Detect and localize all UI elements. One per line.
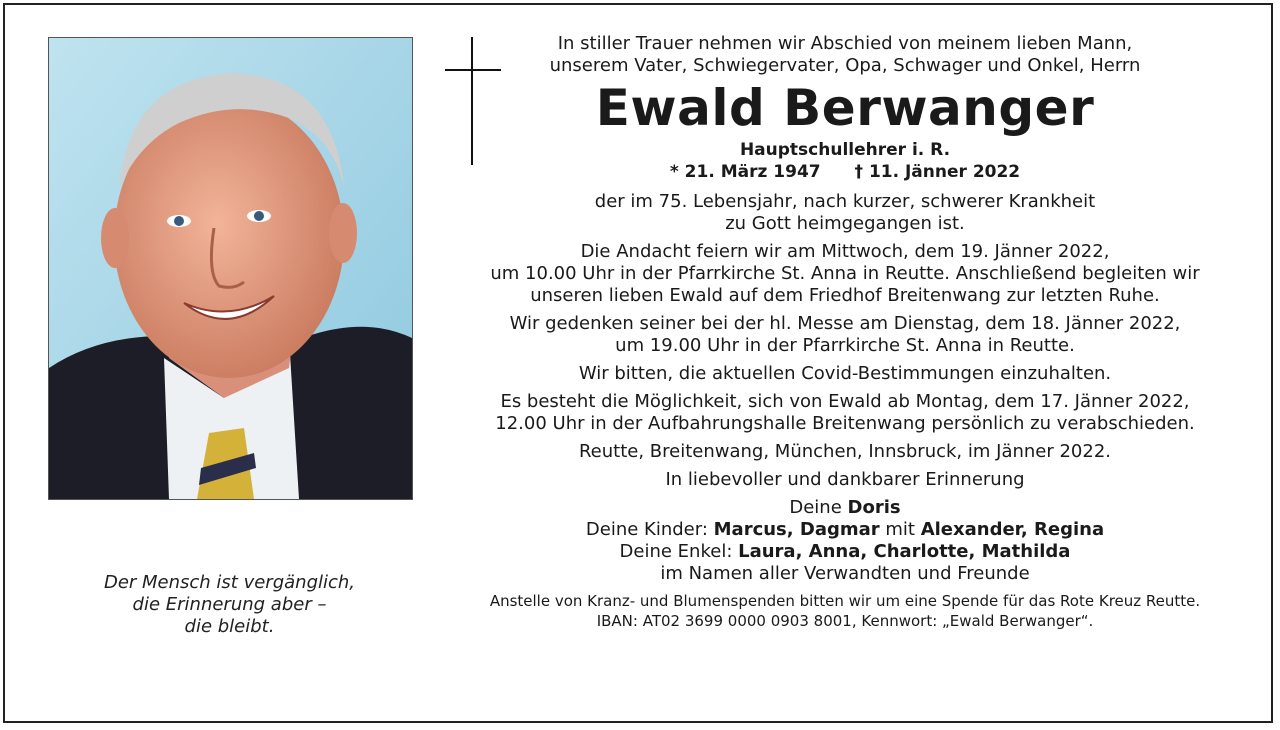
family-wife: [445, 497, 1245, 519]
andacht-line: unseren lieben Ewald auf dem Friedhof Breitenwang zur letzten Ruhe.: [530, 285, 1160, 306]
kids-with: mit: [885, 519, 915, 540]
passing-line: der im 75. Lebensjahr, nach kurzer, schwerer Krankheit: [594, 191, 1096, 212]
motto-line: die Erinnerung aber –: [132, 594, 327, 615]
covid-line: Wir bitten, die aktuellen Covid-Bestimmungen einzuhalten.: [578, 363, 1112, 384]
abschied-line: 12.00 Uhr in der Aufbahrungshalle Breitenwang persönlich zu verabschieden.: [495, 413, 1195, 434]
wife-prefix: Deine: [789, 497, 842, 518]
wife-name: Doris: [847, 497, 901, 518]
portrait-photo: [48, 37, 413, 500]
messe-line: Wir gedenken seiner bei der hl. Messe am Dienstag, dem 18. Jänner 2022,: [509, 313, 1181, 334]
family-kids: [445, 519, 1245, 541]
iban-line: IBAN: AT02 3699 0000 0903 8001, Kennwort: „Ewald Berwanger“.: [596, 612, 1094, 630]
obituary-text: [445, 33, 1245, 631]
family-grandchildren: [445, 541, 1245, 563]
abschied-line: Es besteht die Möglichkeit, sich von Ewald ab Montag, dem 17. Jänner 2022,: [500, 391, 1190, 412]
grand-names: Laura, Anna, Charlotte, Mathilda: [738, 541, 1071, 562]
intro-line: unserem Vater, Schwiegervater, Opa, Schwager und Onkel, Herrn: [549, 55, 1141, 76]
life-dates: [445, 161, 1245, 183]
andacht-line: um 10.00 Uhr in der Pfarrkirche St. Anna in Reutte. Anschließend begleiten wir: [490, 263, 1200, 284]
intro-line: In stiller Trauer nehmen wir Abschied von meinem lieben Mann,: [557, 33, 1133, 54]
death-date: † 11. Jänner 2022: [854, 162, 1021, 182]
grand-prefix: Deine Enkel:: [619, 541, 733, 562]
memory-line: In liebevoller und dankbarer Erinnerung: [665, 469, 1025, 490]
birth-date: * 21. März 1947: [669, 162, 821, 182]
obituary-card: [3, 3, 1273, 723]
motto-quote: [48, 572, 411, 638]
kids-names: Marcus, Dagmar: [713, 519, 880, 540]
motto-line: Der Mensch ist vergänglich,: [103, 572, 356, 593]
family-relatives: im Namen aller Verwandten und Freunde: [660, 563, 1030, 584]
kids-partners: Alexander, Regina: [920, 519, 1105, 540]
deceased-name: Ewald Berwanger: [595, 79, 1095, 137]
passing-line: zu Gott heimgegangen ist.: [725, 213, 965, 234]
andacht-line: Die Andacht feiern wir am Mittwoch, dem 19. Jänner 2022,: [580, 241, 1110, 262]
donation-line: Anstelle von Kranz- und Blumenspenden bitten wir um eine Spende für das Rote Kreuz Reutte.: [489, 592, 1201, 610]
messe-line: um 19.00 Uhr in der Pfarrkirche St. Anna in Reutte.: [615, 335, 1075, 356]
motto-line: die bleibt.: [184, 616, 275, 637]
deceased-title: Hauptschullehrer i. R.: [739, 140, 951, 160]
kids-prefix: Deine Kinder:: [585, 519, 708, 540]
places-line: Reutte, Breitenwang, München, Innsbruck, im Jänner 2022.: [578, 441, 1112, 462]
